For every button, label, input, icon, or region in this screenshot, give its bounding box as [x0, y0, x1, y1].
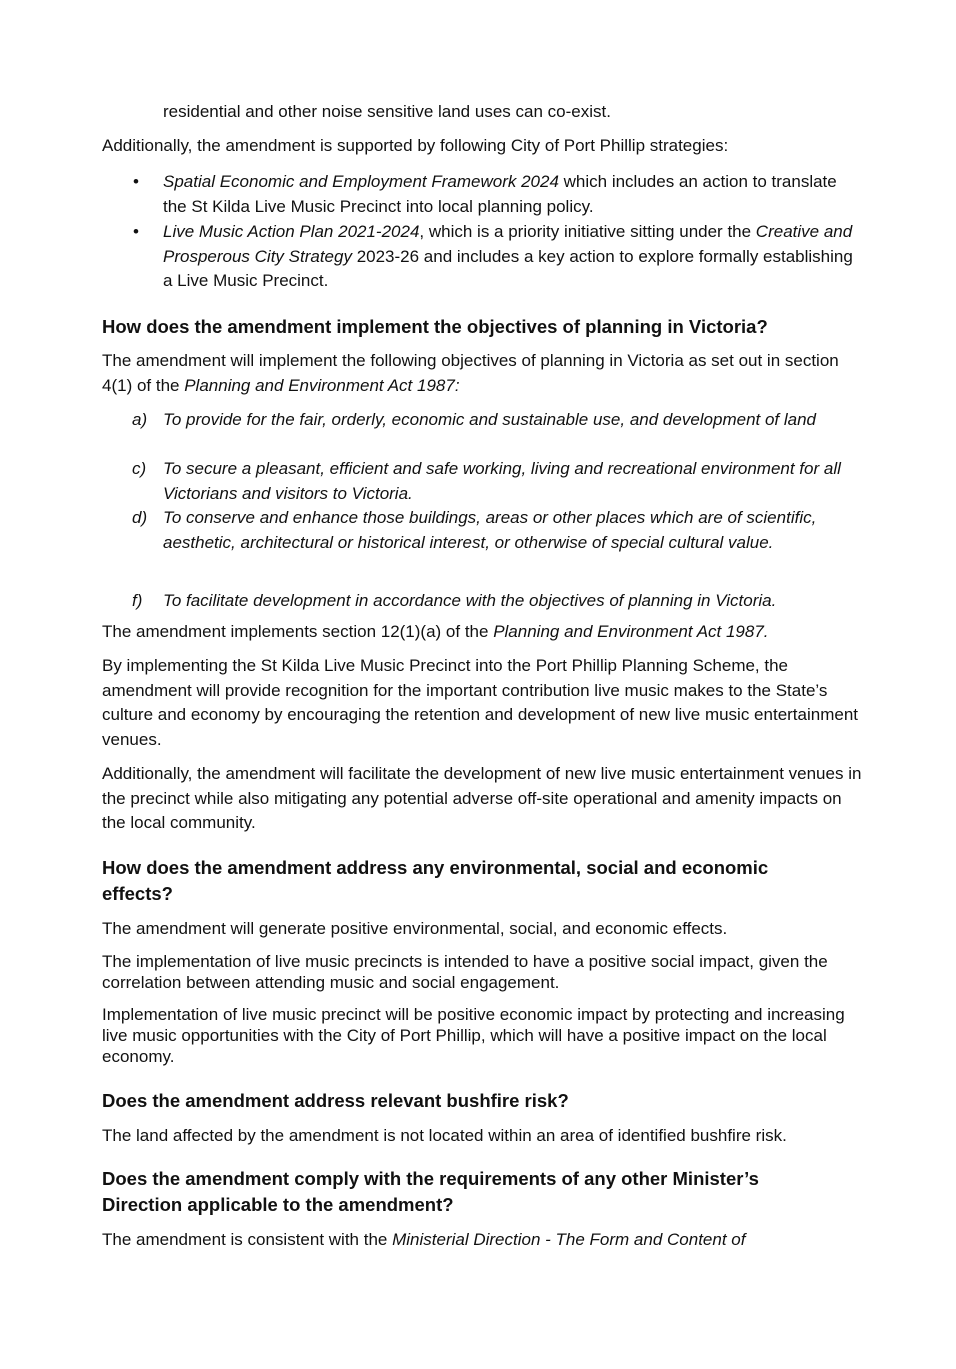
objectives-intro-act: Planning and Environment Act 1987:: [184, 375, 460, 395]
strategy-text: [163, 170, 858, 219]
strategy-description: , which is a priority initiative sitting under the: [419, 222, 756, 241]
minister-paragraph: [102, 1228, 862, 1253]
objectives-intro-text: The amendment will implement the following objectives of planning in Victoria as set out in section 4(1) of the: [102, 351, 839, 395]
objective-text: To secure a pleasant, efficient and safe working, living and recreational environment for all Victorians and visitors to Victoria.: [163, 459, 841, 503]
bushfire-paragraph: The land affected by the amendment is not located within an area of identified bushfire risk.: [102, 1126, 787, 1145]
section12-act: Planning and Environment Act 1987.: [493, 622, 769, 641]
objective-text: To provide for the fair, orderly, economic and sustainable use, and development of land: [163, 410, 817, 429]
bullet-marker: •: [133, 222, 139, 241]
heading-objectives: How does the amendment implement the objectives of planning in Victoria?: [102, 316, 768, 337]
heading-minister-direction: Does the amendment comply with the requirements of any other Minister’s Direction applicable to the amendment?: [102, 1168, 759, 1215]
effects-paragraph-2: The implementation of live music precincts is intended to have a positive social impact, given the correlation between attending music and social engagement.: [102, 952, 828, 992]
effects-paragraph-3: Implementation of live music precinct will be positive economic impact by protecting and increasing live music opportunities with the City of Port Phillip, which will have a positive impact on the local economy.: [102, 1005, 845, 1066]
objective-letter: a): [132, 410, 148, 429]
minister-text: The amendment is consistent with the: [102, 1230, 393, 1249]
strategy-description: which includes an action to translate the St Kilda Live Music Precinct into local planning policy.: [163, 172, 837, 216]
effects-paragraph-1: The amendment will generate positive environmental, social, and economic effects.: [102, 919, 728, 938]
strategy-title-secondary: Creative and Prosperous City Strategy: [163, 222, 853, 266]
objective-letter: c): [132, 459, 147, 478]
strategy-description-secondary: 2023-26 and includes a key action to explore formally establishing a Live Music Precinct.: [163, 246, 853, 290]
strategy-title: Live Music Action Plan 2021-2024: [163, 222, 420, 241]
objective-text: To facilitate development in accordance with the objectives of planning in Victoria.: [163, 591, 777, 610]
bullet-marker: •: [133, 172, 139, 191]
strategies-intro: Additionally, the amendment is supported by following City of Port Phillip strategies:: [102, 136, 729, 155]
section12-paragraph: [102, 620, 862, 645]
objective-letter: d): [132, 508, 148, 527]
objectives-intro: [102, 349, 862, 398]
heading-effects: How does the amendment address any environmental, social and economic effects?: [102, 857, 769, 904]
minister-direction-title: Ministerial Direction - The Form and Content of: [392, 1230, 746, 1249]
section12-text: The amendment implements section 12(1)(a) of the: [102, 622, 494, 641]
strategy-title: Spatial Economic and Employment Framework 2024: [163, 172, 559, 191]
continuation-text: residential and other noise sensitive land uses can co-exist.: [163, 102, 611, 121]
additionally-paragraph: Additionally, the amendment will facilitate the development of new live music entertainment venues in the precinct while also mitigating any potential adverse off-site operational and amenity impacts on the local community.: [102, 764, 862, 832]
heading-bushfire: Does the amendment address relevant bushfire risk?: [102, 1090, 569, 1111]
strategy-text: [163, 220, 858, 294]
objective-letter: f): [132, 591, 143, 610]
implementing-paragraph: By implementing the St Kilda Live Music Precinct into the Port Phillip Planning Scheme, the amendment will provide recognition for the important contribution live music makes to the State’s culture and economy by encouraging the retention and development of new live music entertainment venues.: [102, 656, 859, 749]
objective-text: To conserve and enhance those buildings, areas or other places which are of scientific, aesthetic, architectural or historical interest, or otherwise of special cultural value.: [163, 508, 817, 552]
